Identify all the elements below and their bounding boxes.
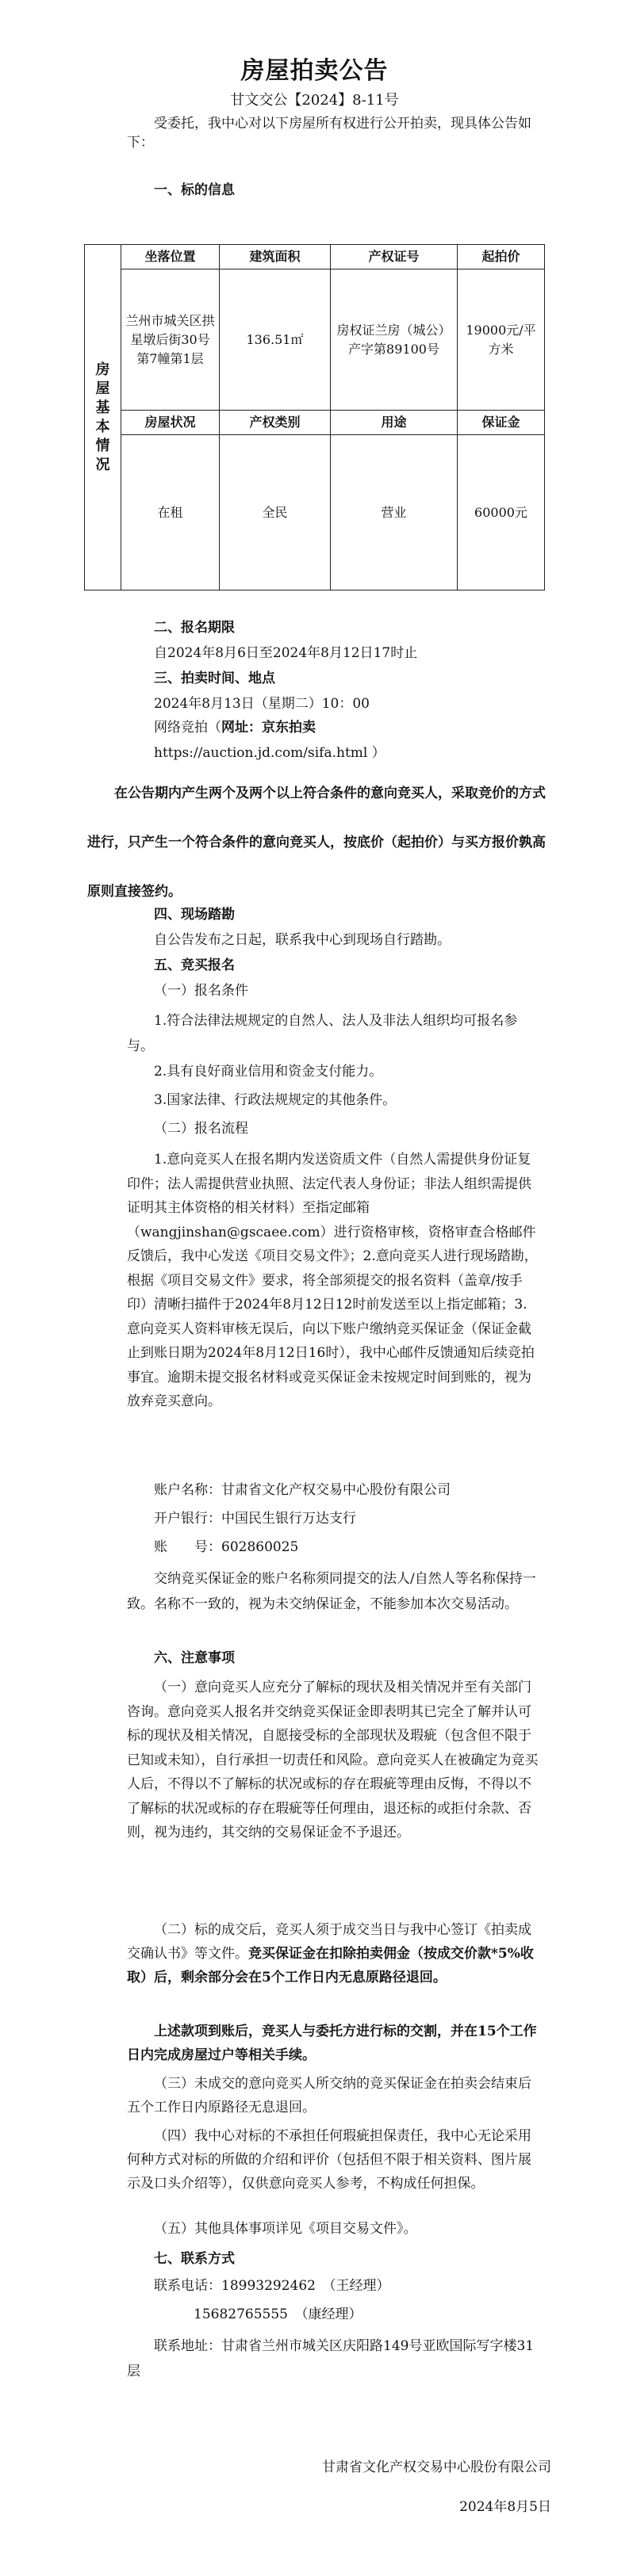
- phone-1[interactable]: 18993292462 （王经理）: [221, 2278, 390, 2294]
- site-inspection-text: 自公告发布之日起，联系我中心到现场自行踏勘。: [154, 932, 451, 948]
- value-status: 在租: [121, 435, 220, 590]
- account-bank: 中国民生银行万达支行: [221, 1511, 356, 1527]
- notice-4: （三）未成交的意向竞买人所交纳的竞买保证金在拍卖会结束后五个工作日内原路径无息退回。: [127, 2076, 531, 2115]
- account-number: 602860025: [221, 1539, 299, 1555]
- header-usage: 用途: [331, 411, 458, 435]
- condition-1: 1.符合法律法规规定的自然人、法人及非法人组织均可报名参与。: [127, 1013, 518, 1054]
- auction-place: [127, 718, 539, 737]
- value-certificate: 房权证兰房（城公）产字第89100号: [331, 269, 458, 411]
- account-number-line: [127, 1538, 539, 1557]
- notice-2: [127, 1918, 539, 1989]
- contact-address: 联系地址：甘肃省兰州市城关区庆阳路149号亚欧国际写字楼31层: [127, 2338, 535, 2379]
- registration-period: 自2024年8月6日至2024年8月12日17时止: [154, 645, 418, 661]
- signature-organization: 甘肃省文化产权交易中心股份有限公司: [322, 2459, 551, 2475]
- document-number: 甘文交公【2024】8-11号: [230, 92, 399, 109]
- section-7-heading: 七、联系方式: [154, 2251, 235, 2267]
- notice-3: 上述款项到账后，竞买人与委托方进行标的交割，并在15个工作日内完成房屋过户等相关手续。: [127, 2024, 537, 2063]
- phone-label: 联系电话：: [154, 2278, 221, 2294]
- notice-6: （五）其他具体事项详见《项目交易文件》。: [154, 2221, 417, 2237]
- account-bank-line: [127, 1509, 539, 1528]
- row-label-cell: [85, 245, 121, 590]
- value-location: 兰州市城关区拱星墩后街30号第7幢第1层: [121, 269, 220, 411]
- section-5-heading: 五、竞买报名: [154, 957, 235, 973]
- header-area: 建筑面积: [220, 245, 331, 269]
- intro-paragraph: 受委托，我中心对以下房屋所有权进行公开拍卖，现具体公告如下：: [127, 116, 531, 151]
- value-usage: 营业: [331, 435, 458, 590]
- signature-date: 2024年8月5日: [459, 2499, 551, 2515]
- header-ownership: 产权类别: [220, 411, 331, 435]
- header-deposit: 保证金: [458, 411, 545, 435]
- condition-3: 3.国家法律、行政法规规定的其他条件。: [154, 1092, 397, 1108]
- value-ownership: 全民: [220, 435, 331, 590]
- registration-process: 1.意向竞买人在报名期内发送资质文件（自然人需提供身份证复印件；法人需提供营业执照、法定代表人身份证；非法人组织需提供证明其主体资格的相关材料）至指定邮箱（wangjinshan@gscaee.com）进行资格审核，资格审查合格邮件反馈后，我中心发送《项目交易文件》；2.意向竞买人进行现场踏勘，根据《项目交易文件》要求，将全部须提交的报名资料（盖章/按手印）清晰扫描件于2024年8月12日12时前发送至以上指定邮箱；3.意向竞买人资料审核无误后，向以下账户缴纳竞买保证金（保证金截止到账日期为2024年8月12日16时），我中心邮件反馈通知后续竞拍事宜。逾期未提交报名材料或竞买保证金未按规定时间到账的，视为放弃竞买意向。: [127, 1152, 538, 1409]
- phone-line-1: [127, 2276, 539, 2295]
- process-subheading: （二）报名流程: [154, 1121, 248, 1137]
- account-note: 交纳竞买保证金的账户名称须同提交的法人/自然人等名称保持一致。名称不一致的，视为未交纳保证金，不能参加本次交易活动。: [127, 1571, 536, 1612]
- value-start-price: 19000元/平方米: [458, 269, 545, 411]
- notice-5: （四）我中心对标的不承担任何瑕疵担保责任，我中心无论采用何种方式对标的所做的介绍和评价（包括但不限于相关资料、图片展示及口头介绍等），仅供意向竞买人参考，不构成任何担保。: [127, 2128, 531, 2192]
- account-bank-label: 开户银行：: [154, 1511, 221, 1527]
- section-3-heading: 三、拍卖时间、地点: [154, 671, 275, 686]
- section-6-heading: 六、注意事项: [154, 1650, 235, 1666]
- notice-2-text: （二）标的成交后，竞买人须于成交当日与我中心签订《拍卖成交确认书》等文件。: [127, 1922, 531, 1962]
- header-location: 坐落位置: [121, 245, 220, 269]
- auction-rule: 在公告期内产生两个及两个以上符合条件的意向竞买人，采取竞价的方式进行，只产生一个符合条件的意向竞买人，按底价（起拍价）与买方报价孰高原则直接签约。: [87, 785, 546, 900]
- property-info-table: [84, 244, 545, 590]
- notice-1: （一）意向竞买人应充分了解标的现状及相关情况并至有关部门咨询。意向竞买人报名并交纳竞买保证金即表明其已完全了解并认可标的现状及相关情况，自愿接受标的全部现状及瑕疵（包含但不限于已知或未知），自行承担一切责任和风险。意向竞买人在被确定为竞买人后，不得以不了解标的状况或标的存在瑕疵等理由反悔，不得以不了解标的状况或标的存在瑕疵等任何理由，退还标的或拒付余款、否则，视为违约，其交纳的交易保证金不予退还。: [127, 1680, 539, 1840]
- page-title: 房屋拍卖公告: [240, 57, 389, 85]
- value-area: 136.51㎡: [220, 269, 331, 411]
- header-status: 房屋状况: [121, 411, 220, 435]
- auction-url[interactable]: https://auction.jd.com/sifa.html ）: [154, 745, 385, 761]
- auction-site: 网址：京东拍卖: [221, 720, 316, 736]
- value-deposit: 60000元: [458, 435, 545, 590]
- header-certificate: 产权证号: [331, 245, 458, 269]
- condition-2: 2.具有良好商业信用和资金支付能力。: [154, 1064, 383, 1080]
- account-name: 甘肃省文化产权交易中心股份有限公司: [221, 1482, 451, 1498]
- account-name-line: [127, 1481, 539, 1500]
- auction-place-prefix: 网络竞拍（: [154, 720, 221, 736]
- section-4-heading: 四、现场踏勘: [154, 907, 235, 923]
- account-name-label: 账户名称：: [154, 1482, 221, 1498]
- auction-time: 2024年8月13日（星期二）10：00: [154, 696, 370, 712]
- conditions-subheading: （一）报名条件: [154, 983, 248, 999]
- phone-2[interactable]: 15682765555 （康经理）: [194, 2307, 362, 2322]
- account-number-label: 账 号：: [154, 1539, 221, 1555]
- header-start-price: 起拍价: [458, 245, 545, 269]
- notice-2-bold: 竞买保证金在扣除拍卖佣金（按成交价款*5%收取）后，剩余部分会在5个工作日内无息原路径退回。: [127, 1946, 534, 1986]
- row-label: 房屋基本情况: [95, 361, 110, 473]
- section-2-heading: 二、报名期限: [154, 620, 235, 636]
- section-1-heading: 一、标的信息: [154, 182, 235, 198]
